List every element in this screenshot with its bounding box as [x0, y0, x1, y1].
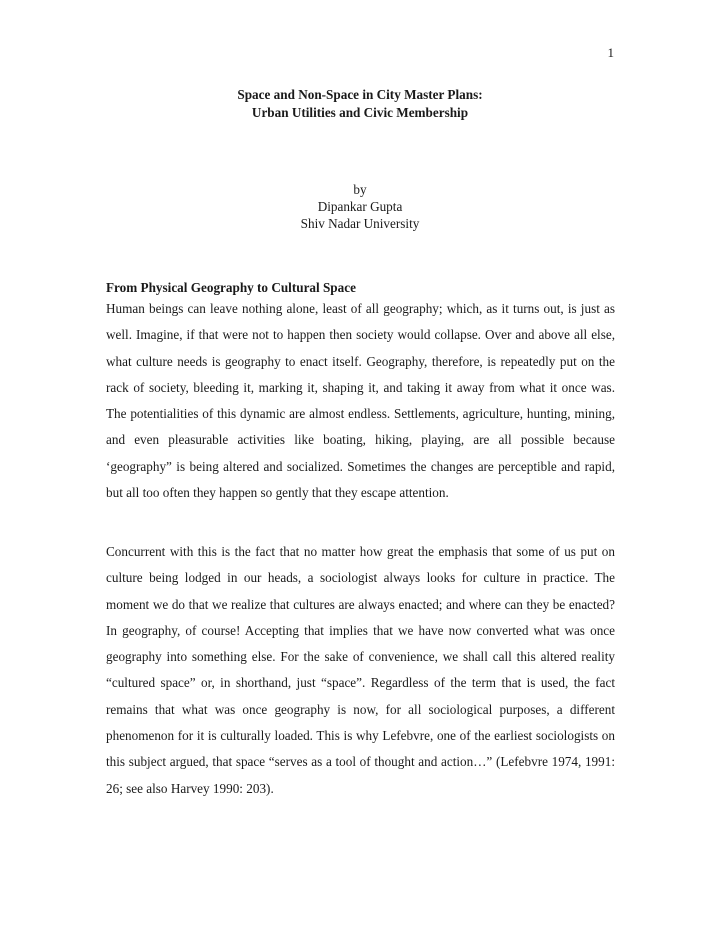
- paragraph-2: Concurrent with this is the fact that no matter how great the emphasis that some of us put on culture being lodged in our heads, a sociologist always looks for culture in practice. The moment we do that we realize that cultures are always enacted; and where can they be enacted? In geography, of course! Accepting that implies that we have now converted what was once geography into something else. For the sake of convenience, we shall call this altered reality “cultured space” or, in shorthand, just “space”. Regardless of the term that is used, the fact remains that what was once geography is now, for all sociological purposes, a different phenomenon for it is culturally loaded. This is why Lefebvre, one of the earliest sociologists on this subject argued, that space “serves as a tool of thought and action…” (Lefebvre 1974, 1991: 26; see also Harvey 1990: 203).: [106, 544, 615, 796]
- author-by: by: [353, 182, 367, 197]
- author-name: Dipankar Gupta: [317, 199, 403, 214]
- page-number: 1: [607, 45, 614, 60]
- section-heading: From Physical Geography to Cultural Space: [106, 280, 356, 295]
- title-line-2: Urban Utilities and Civic Membership: [251, 105, 469, 120]
- document-title: [0, 86, 720, 122]
- author-block: [0, 181, 720, 232]
- author-affiliation: Shiv Nadar University: [300, 216, 420, 231]
- title-line-1: Space and Non-Space in City Master Plans:: [237, 87, 483, 102]
- paragraph-1: Human beings can leave nothing alone, least of all geography; which, as it turns out, is just as well. Imagine, if that were not to happen then society would collapse. Over and above all else, what culture needs is geography to enact itself. Geography, therefore, is repeatedly put on the rack of society, bleeding it, marking it, shaping it, and taking it away from what it once was. The potentialities of this dynamic are almost endless. Settlements, agriculture, hunting, mining, and even pleasurable activities like boating, hiking, playing, are all possible because ‘geography” is being altered and socialized. Sometimes the changes are perceptible and rapid, but all too often they happen so gently that they escape attention.: [106, 301, 615, 501]
